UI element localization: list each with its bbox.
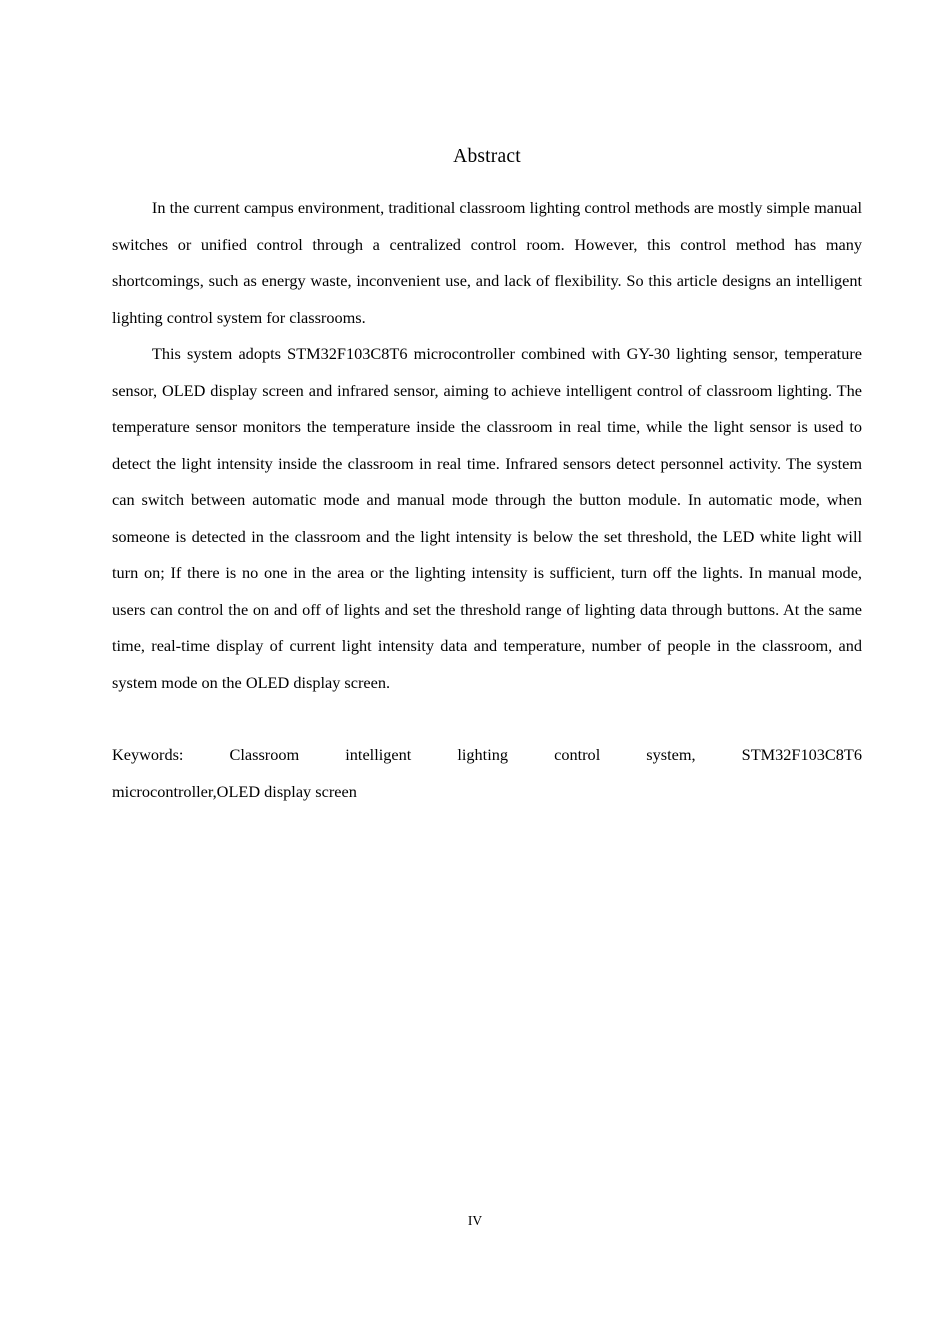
keywords-line-1: Keywords: Classroom intelligent lighting control system, STM32F103C8T6	[112, 745, 862, 765]
page-content	[112, 145, 862, 810]
keywords-block	[112, 737, 862, 810]
abstract-paragraph-1: In the current campus environment, traditional classroom lighting control methods are mostly simple manual switches or unified control through a centralized control room. However, this control method has many shortcomings, such as energy waste, inconvenient use, and lack of flexibility. So this article designs an intelligent lighting control system for classrooms.	[112, 198, 862, 327]
page-number: IV	[467, 1213, 483, 1228]
keywords-line-2: microcontroller,OLED display screen	[112, 781, 357, 801]
abstract-paragraph-2: This system adopts STM32F103C8T6 microcontroller combined with GY-30 lighting sensor, temperature sensor, OLED display screen and infrared sensor, aiming to achieve intelligent control of classroom lighting. The temperature sensor monitors the temperature inside the classroom in real time, while the light sensor is used to detect the light intensity inside the classroom in real time. Infrared sensors detect personnel activity. The system can switch between automatic mode and manual mode through the button module. In automatic mode, when someone is detected in the classroom and the light intensity is below the set threshold, the LED white light will turn on; If there is no one in the area or the lighting intensity is sufficient, turn off the lights. In manual mode, users can control the on and off of lights and set the threshold range of lighting data through buttons. At the same time, real-time display of current light intensity data and temperature, number of people in the classroom, and system mode on the OLED display screen.	[112, 344, 862, 692]
page-title: Abstract	[453, 146, 521, 167]
